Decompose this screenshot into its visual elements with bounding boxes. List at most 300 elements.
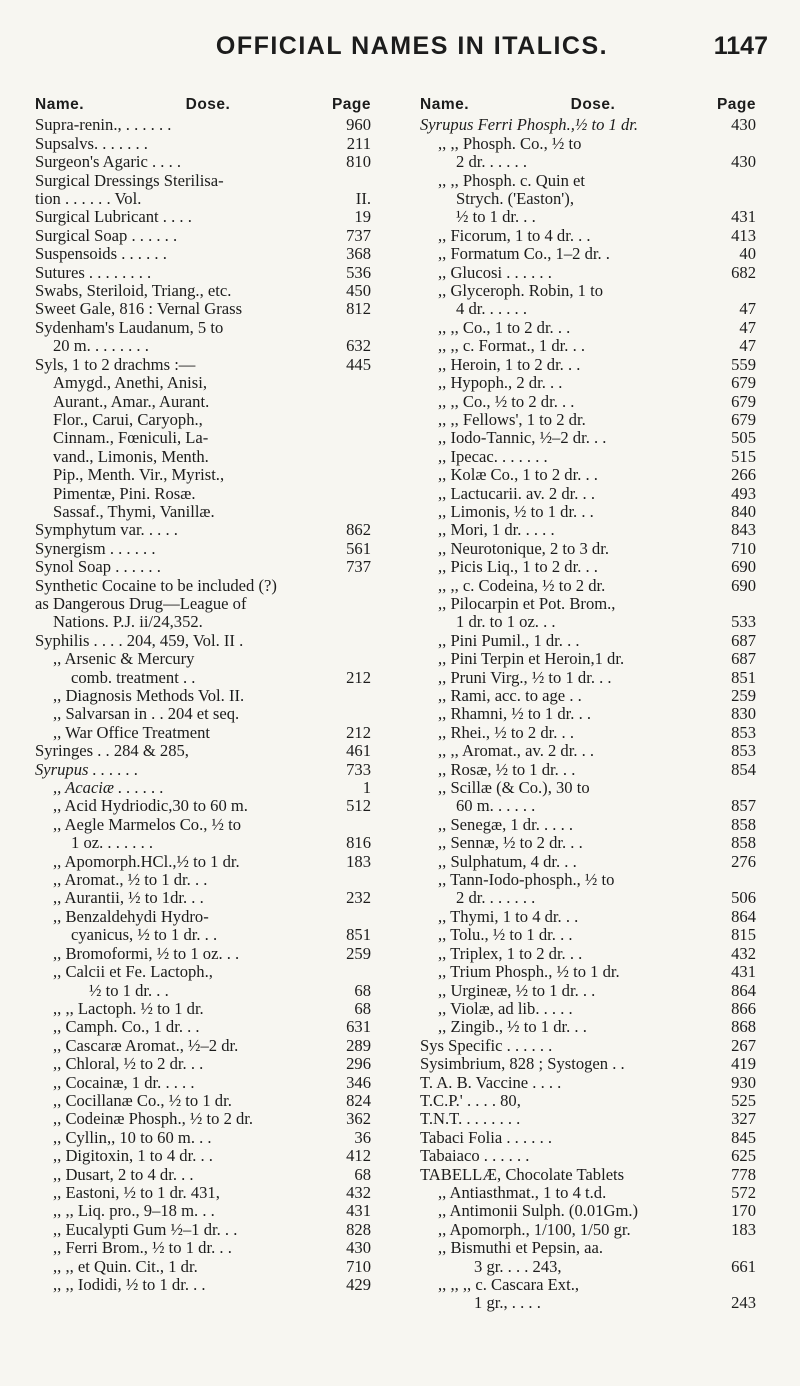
entry-page: 1 [362,778,371,798]
entry-page: 266 [731,465,756,485]
index-entry [35,1221,371,1239]
entry-name: ,, War Office Treatment [53,723,211,742]
column-header-dose: Dose. [185,96,231,113]
index-entry [35,1110,371,1128]
entry-page: 40 [739,244,756,264]
entry-name: ,, Zingib., ½ to 1 dr. . . [438,1018,587,1037]
index-entry [35,816,371,834]
entry-page: 853 [731,741,756,761]
index-entry [420,1202,756,1220]
index-entry [420,613,756,631]
index-entry [420,208,756,226]
entry-name: 1 dr. to 1 oz. . . [456,613,556,632]
entry-page: 212 [346,722,371,742]
index-entry [35,448,371,466]
index-entry [35,1202,371,1220]
index-entry [35,613,371,631]
entry-page: 47 [739,336,756,356]
entry-name: ,, Kolæ Co., 1 to 2 dr. . . [438,466,598,485]
page-number: 1147 [713,32,768,60]
entry-page: 828 [346,1219,371,1239]
entry-page: 419 [731,1054,756,1074]
entry-name: ,, ,, c. Format., 1 dr. . . [438,337,586,356]
entry-name: ,, Sennæ, ½ to 2 dr. . . [438,834,583,853]
entry-page: 687 [731,630,756,650]
entry-name: comb. treatment . . [71,668,196,687]
entry-name: ,, ,, Liq. pro., 9–18 m. . . [53,1202,215,1221]
index-entry [420,816,756,834]
entry-name: ,, ,, Lactoph. ½ to 1 dr. [53,999,204,1018]
index-entry [35,411,371,429]
entry-name: 2 dr. . . . . . [456,153,527,172]
entry-name: ,, Neurotonique, 2 to 3 dr. [438,539,609,558]
entry-name: ,, Apomorph.HCl.,½ to 1 dr. [53,852,240,871]
entry-name: 1 oz. . . . . . . [71,834,154,853]
entry-name: ,, ,, Co., ½ to 2 dr. . . [438,392,575,411]
index-entry [420,1147,756,1165]
index-entry [420,282,756,300]
index-entry [35,1258,371,1276]
entry-name: 20 m. . . . . . . . [53,337,149,356]
index-entry [35,356,371,374]
index-entry [420,1221,756,1239]
entry-page: 866 [731,998,756,1018]
index-entry [35,963,371,981]
entry-name: ,, Rhei., ½ to 2 dr. . . [438,723,574,742]
entry-name: ,, Salvarsan in . . 204 et seq. [53,705,240,724]
entry-name: Syls, 1 to 2 drachms :— [35,355,196,374]
index-entry [35,1239,371,1257]
index-entry [420,264,756,282]
index-entry [420,705,756,723]
entry-name: Cinnam., Fœniculi, La- [53,429,209,448]
index-entry [35,1074,371,1092]
index-entry [35,429,371,447]
entry-page: 512 [346,796,371,816]
index-entry [420,632,756,650]
index-entry [35,540,371,558]
entry-name: Sys Specific . . . . . . [420,1036,553,1055]
entry-name: 1 gr., . . . . [474,1294,541,1313]
index-entry [420,945,756,963]
page-header [56,32,768,72]
entry-name: ,, Mori, 1 dr. . . . . [438,521,555,540]
entry-name: ,, Heroin, 1 to 2 dr. . . [438,355,581,374]
entry-page: 431 [731,962,756,982]
entry-page: 362 [346,1109,371,1129]
entry-name: ½ to 1 dr. . . [456,208,536,227]
index-entry [35,1184,371,1202]
entry-page: 346 [346,1072,371,1092]
index-entry [420,190,756,208]
entry-name: ,, Benzaldehydi Hydro- [53,907,209,926]
index-entry [35,871,371,889]
entry-page: 445 [346,354,371,374]
entry-name: ,, Cocainæ, 1 dr. . . . . [53,1073,195,1092]
entry-name: ,, Codeinæ Phosph., ½ to 2 dr. [53,1110,254,1129]
entry-page: 368 [346,244,371,264]
index-entry [35,485,371,503]
entry-name: Pimentæ, Pini. Rosæ. [53,484,196,503]
entry-page: 853 [731,722,756,742]
index-entry [35,742,371,760]
entry-name: ,, ,, Phosph. Co., ½ to [438,134,582,153]
entry-name: ,, Acid Hydriodic,30 to 60 m. [53,797,248,816]
entry-page: 412 [346,1146,371,1166]
index-entry [420,834,756,852]
entry-name: ,, Tolu., ½ to 1 dr. . . [438,926,573,945]
entry-page: 432 [731,943,756,963]
entry-page: 267 [731,1035,756,1055]
entry-name: Sweet Gale, 816 : Vernal Grass [35,300,243,319]
index-entry [420,1166,756,1184]
entry-name: Nations. P.J. ii/24,352. [53,613,203,632]
column-header-page: Page [331,96,371,113]
entry-page: 854 [731,759,756,779]
index-entry [420,245,756,263]
column-header [35,96,371,114]
entry-name: ,, ,, et Quin. Cit., 1 dr. [53,1257,198,1276]
entry-name: ,, Pruni Virg., ½ to 1 dr. . . [438,668,612,687]
index-entry [420,889,756,907]
entry-name: ,, Ficorum, 1 to 4 dr. . . [438,226,591,245]
entry-name: ,, Senegæ, 1 dr. . . . . [438,815,574,834]
index-entry [35,779,371,797]
index-entry [35,227,371,245]
entry-name: ,, Urgineæ, ½ to 1 dr. . . [438,981,596,1000]
entry-page: 857 [731,796,756,816]
entry-name: ,, ,, Aromat., av. 2 dr. . . [438,742,595,761]
index-entry [420,1129,756,1147]
column-header [420,96,756,114]
entry-page: 690 [731,557,756,577]
index-entry [35,889,371,907]
entry-page: 840 [731,501,756,521]
entry-name: Surgeon's Agaric . . . . [35,153,182,172]
index-entry [35,300,371,318]
index-entry [35,945,371,963]
entry-page: 493 [731,483,756,503]
index-entry [35,797,371,815]
index-entry [420,908,756,926]
index-entry [35,135,371,153]
entry-name: ,, Picis Liq., 1 to 2 dr. . . [438,558,598,577]
entry-name: Sutures . . . . . . . . [35,263,152,282]
entry-page: 631 [346,1017,371,1037]
entry-page: 47 [739,317,756,337]
index-entry [35,503,371,521]
index-entry [35,1055,371,1073]
index-entry [35,521,371,539]
entry-page: 816 [346,833,371,853]
index-entry [35,172,371,190]
index-entry [35,632,371,650]
entry-name: Sassaf., Thymi, Vanillæ. [53,502,215,521]
entry-name: ,, Aegle Marmelos Co., ½ to [53,815,242,834]
entry-page: 687 [731,649,756,669]
index-entry [35,982,371,1000]
entry-name: Syphilis . . . . 204, 459, Vol. II . [35,631,244,650]
entry-name: Sydenham's Laudanum, 5 to [35,318,224,337]
index-entry [420,116,756,134]
index-entry [35,577,371,595]
index-entry [420,853,756,871]
entry-page: 276 [731,851,756,871]
index-entry [420,485,756,503]
entry-name: ,, ,, Iodidi, ½ to 1 dr. . . [53,1276,206,1294]
index-entry [420,393,756,411]
entry-name: T.N.T. . . . . . . . [420,1110,521,1129]
entry-page: 536 [346,262,371,282]
index-entry [420,356,756,374]
entry-page: 812 [346,299,371,319]
entry-page: 36 [354,1127,371,1147]
entry-name: ,, Aromat., ½ to 1 dr. . . [53,871,208,890]
entry-name: Tabaiaco . . . . . . [420,1147,530,1166]
index-entry [35,1018,371,1036]
index-entry [35,282,371,300]
index-entry [35,650,371,668]
entry-page: 430 [731,115,756,135]
index-entry [35,319,371,337]
index-entry [35,190,371,208]
entry-page: 810 [346,152,371,172]
entry-page: 625 [731,1146,756,1166]
index-entry [420,1055,756,1073]
index-entry [420,650,756,668]
index-entry [35,1037,371,1055]
entry-page: 572 [731,1182,756,1202]
entry-name: ,, Rami, acc. to age . . [438,687,582,705]
entry-name: ½ to 1 dr. . . [89,981,169,1000]
running-title: OFFICIAL NAMES IN ITALICS. [215,32,609,60]
entry-name: ,, Lactucarii. av. 2 dr. . . [438,484,595,503]
entry-page: 431 [346,1201,371,1221]
index-entry [420,1258,756,1276]
entry-name: ,, Rosæ, ½ to 1 dr. . . [438,760,576,779]
entry-name: ,, Thymi, 1 to 4 dr. . . [438,907,579,926]
index-entry [35,724,371,742]
entry-name: ,, Pini Terpin et Heroin,1 dr. [438,650,625,669]
entry-name: ,, Digitoxin, 1 to 4 dr. . . [53,1147,213,1166]
entry-name: ,, Trium Phosph., ½ to 1 dr. [438,963,620,982]
entry-page: 864 [731,980,756,1000]
index-entry [420,1074,756,1092]
entry-page: 559 [731,354,756,374]
entry-page: 259 [731,686,756,705]
index-entry [420,871,756,889]
entry-name: ,, Formatum Co., 1–2 dr. . [438,245,610,264]
entry-name: Syringes . . 284 & 285, [35,742,189,761]
index-entry [35,558,371,576]
index-entry [420,761,756,779]
entry-page: 737 [346,557,371,577]
entry-name: cyanicus, ½ to 1 dr. . . [71,926,218,945]
entry-name: ,, Calcii et Fe. Lactoph., [53,963,213,982]
entry-name: ,, Rhamni, ½ to 1 dr. . . [438,705,592,724]
entry-page: 68 [354,980,371,1000]
index-entry [420,1000,756,1018]
entry-name: ,, Chloral, ½ to 2 dr. . . [53,1055,204,1074]
entry-page: 506 [731,888,756,908]
index-entry [420,503,756,521]
entry-page: 851 [346,925,371,945]
entry-name: Syrupus . . . . . . [35,760,139,779]
entry-name: ,, Tann-Iodo-phosph., ½ to [438,871,615,890]
entry-name: ,, Pilocarpin et Pot. Brom., [438,594,616,613]
index-entry [420,558,756,576]
entry-page: 68 [354,1164,371,1184]
entry-name: ,, Hypoph., 2 dr. . . [438,374,563,393]
column-header-page: Page [716,96,756,113]
index-entry [420,926,756,944]
entry-page: 858 [731,833,756,853]
index-entry [35,853,371,871]
entry-name: ,, Pini Pumil., 1 dr. . . [438,631,580,650]
index-entry [420,1092,756,1110]
entry-name: Swabs, Steriloid, Triang., etc. [35,282,232,301]
index-entry [420,577,756,595]
index-entry [420,1184,756,1202]
entry-page: 733 [346,759,371,779]
entry-page: 211 [346,133,371,153]
index-entry [420,466,756,484]
index-entry [420,669,756,687]
index-entry [35,834,371,852]
entry-name: ,, Eastoni, ½ to 1 dr. 431, [53,1183,220,1202]
entry-name: ,, Sulphatum, 4 dr. . . [438,852,577,871]
entry-name: ,, Dusart, 2 to 4 dr. . . [53,1165,194,1184]
entry-page: 858 [731,814,756,834]
entry-name: ,, ,, Phosph. c. Quin et [438,171,586,190]
entry-page: 661 [731,1256,756,1276]
entry-name: ,, Camph. Co., 1 dr. . . [53,1018,200,1037]
entry-name: Synthetic Cocaine to be included (?) [35,576,277,595]
index-entry [420,724,756,742]
entry-page: 868 [731,1017,756,1037]
entry-page: 824 [346,1090,371,1110]
entry-page: 432 [346,1182,371,1202]
entry-name: Tabaci Folia . . . . . . [420,1128,553,1147]
entry-name: Aurant., Amar., Aurant. [53,392,210,411]
index-entry [420,300,756,318]
index-entry [420,595,756,613]
index-entry [35,926,371,944]
entry-page: 679 [731,373,756,393]
entry-page: 183 [731,1219,756,1239]
entry-name: 2 dr. . . . . . . [456,889,536,908]
entry-name: ,, Cyllin,, 10 to 60 m. . . [53,1128,212,1147]
entry-page: 431 [731,207,756,227]
entry-name: Surgical Dressings Sterilisa- [35,171,224,190]
entry-page: 533 [731,612,756,632]
entry-name: Sysimbrium, 828 ; Systogen . . [420,1055,625,1074]
entry-page: 845 [731,1127,756,1147]
entry-page: 505 [731,428,756,448]
index-entry [420,319,756,337]
index-entry [35,1000,371,1018]
entry-name: ,, Iodo-Tannic, ½–2 dr. . . [438,429,607,448]
entry-name: ,, Antiasthmat., 1 to 4 t.d. [438,1183,607,1202]
entry-page: 864 [731,906,756,926]
entry-name: TABELLÆ, Chocolate Tablets [420,1165,625,1184]
entry-name: Pip., Menth. Vir., Myrist., [53,466,225,485]
index-entry [35,761,371,779]
entry-page: 561 [346,538,371,558]
index-entry [420,982,756,1000]
entry-page: 296 [346,1054,371,1074]
entry-name: vand., Limonis, Menth. [53,447,209,466]
entry-name: T.C.P.' . . . . 80, [420,1091,521,1110]
index-entry [35,705,371,723]
entry-page: 461 [346,741,371,761]
entry-name: Supra-renin., . . . . . . [35,116,172,135]
index-entry [420,521,756,539]
entry-page: 243 [731,1293,756,1313]
entry-page: 430 [731,152,756,172]
entry-page: 778 [731,1164,756,1184]
entry-name: ,, Limonis, ½ to 1 dr. . . [438,502,594,521]
index-entry [420,797,756,815]
entry-page: 682 [731,262,756,282]
entry-name: Synol Soap . . . . . . [35,558,161,577]
entry-name: Surgical Lubricant . . . . [35,208,192,227]
entry-page: 862 [346,520,371,540]
index-entry [420,540,756,558]
entry-name: ,, Violæ, ad lib. . . . . [438,999,573,1018]
entry-page: 960 [346,115,371,135]
index-entry [35,1276,371,1294]
entry-name: ,, Triplex, 1 to 2 dr. . . [438,944,583,963]
entry-name: 60 m. . . . . . [456,797,536,816]
index-entry [35,669,371,687]
entry-page: 690 [731,575,756,595]
index-entry [420,411,756,429]
index-entry [420,1110,756,1128]
index-entry [420,1239,756,1257]
index-entry [35,208,371,226]
index-entry [420,448,756,466]
index-entry [420,1276,756,1294]
index-entry [420,374,756,392]
entry-name: Syrupus Ferri Phosph.,½ to 1 dr. [420,116,639,135]
index-entry [420,153,756,171]
entry-name: ,, Ipecac. . . . . . . [438,447,548,466]
entry-name: Suspensoids . . . . . . [35,245,167,264]
column-header-name: Name. [420,96,470,113]
entry-page: 830 [731,704,756,724]
entry-name: ,, Cocillanæ Co., ½ to 1 dr. [53,1091,232,1110]
entry-page: 212 [346,667,371,687]
entry-name: T. A. B. Vaccine . . . . [420,1073,562,1092]
index-entry [35,245,371,263]
entry-page: 710 [731,538,756,558]
index-entry [35,1129,371,1147]
entry-page: 515 [731,446,756,466]
entry-name: Surgical Soap . . . . . . [35,226,178,245]
entry-name: ,, Apomorph., 1/100, 1/50 gr. [438,1220,631,1239]
index-entry [35,595,371,613]
entry-name: Amygd., Anethi, Anisi, [53,374,207,393]
entry-name: ,, Scillæ (& Co.), 30 to [438,779,590,798]
index-entry [420,1294,756,1312]
index-entry [420,963,756,981]
index-entry [35,466,371,484]
entry-name: Flor., Carui, Caryoph., [53,410,203,429]
entry-page: 259 [346,943,371,963]
entry-page: 413 [731,225,756,245]
index-entry [35,687,371,705]
